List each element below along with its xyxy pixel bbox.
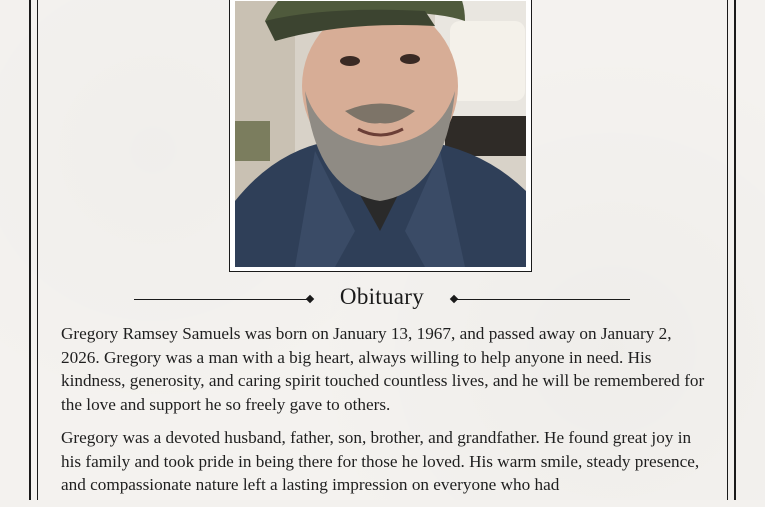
page-border-right-outer [734,0,736,500]
portrait-illustration [235,1,526,267]
page-border-left-outer [29,0,31,500]
photo-frame [229,0,532,272]
page-border-right-inner [727,0,728,500]
obituary-body [61,322,711,507]
page-title: Obituary [339,284,425,309]
heading-divider-left [134,299,310,300]
heading-divider-right [454,299,630,300]
portrait-photo [235,1,526,267]
obituary-paragraph: Gregory Ramsey Samuels was born on January 13, 1967, and passed away on January 2, 2026. Gregory was a man with a big heart, always willing to help anyone in need. His kindness, generosity, and caring spirit touched countless lives, and he will be remembered for the love and support he so freely gave to others. [61,324,705,414]
page-border-left-inner [37,0,38,500]
obituary-paragraph: Gregory was a devoted husband, father, son, brother, and grandfather. He found great joy in his family and took pride in being there for those he loved. His warm smile, steady presence, and compassionate nature left a lasting impression on everyone who had [61,428,700,494]
